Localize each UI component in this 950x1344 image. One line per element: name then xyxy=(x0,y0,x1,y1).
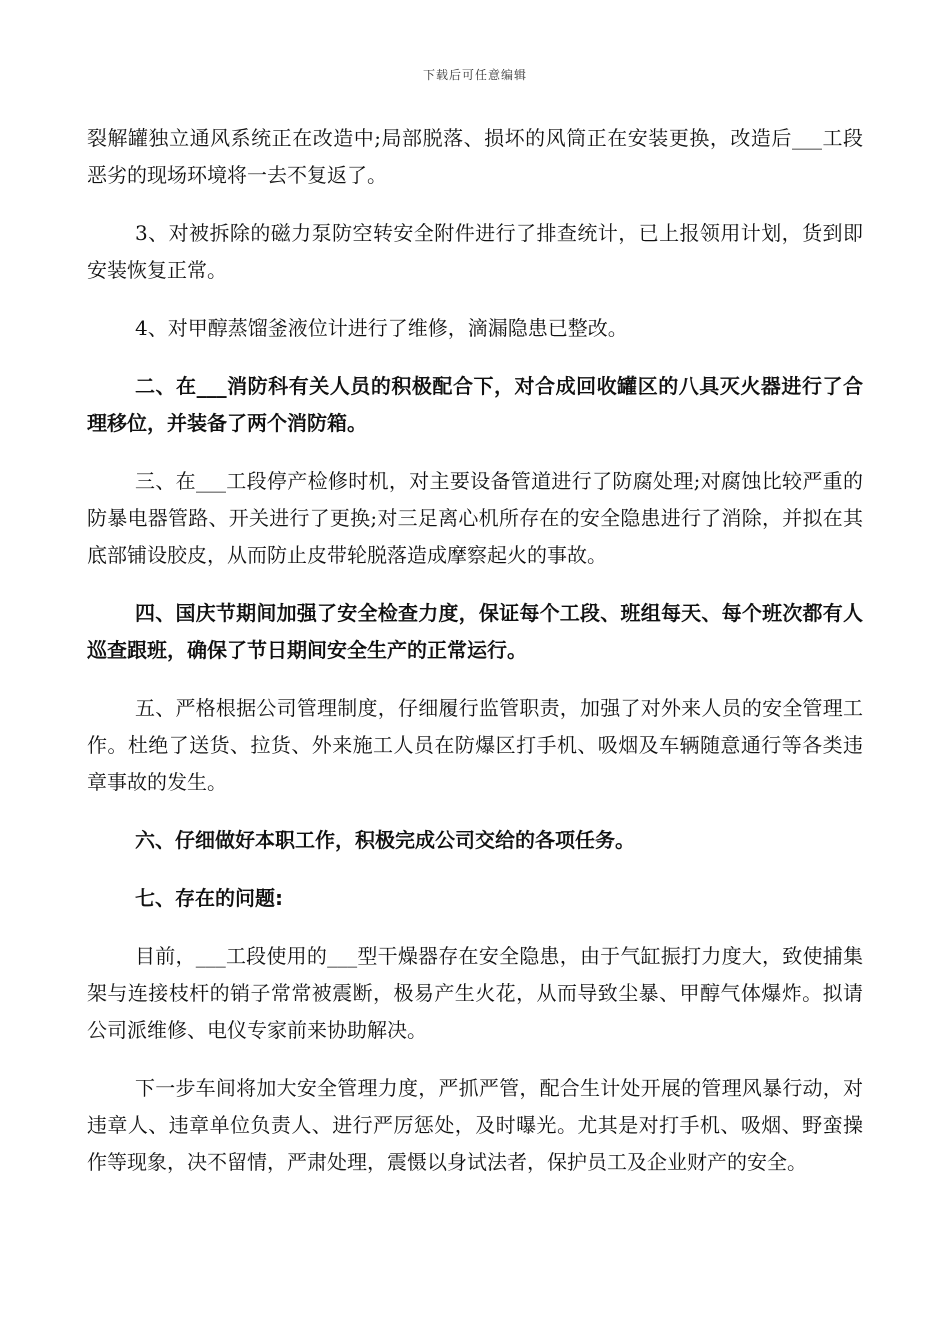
section-heading-4: 四、国庆节期间加强了安全检查力度，保证每个工段、班组每天、每个班次都有人巡查跟班，确保了节日期间安全生产的正常运行。 xyxy=(87,601,863,662)
issues-paragraph: 目前，___工段使用的___型干燥器存在安全隐患，由于气缸振打力度大，致使捕集架与连接枝杆的销子常常被震断，极易产生火花，从而导致尘暴、甲醇气体爆炸。拟请公司派维修、电仪专家前来协助解决。 xyxy=(87,944,863,1042)
document-body xyxy=(87,120,863,1202)
section-heading-6: 六、仔细做好本职工作，积极完成公司交给的各项任务。 xyxy=(135,828,635,852)
section-heading-7: 七、存在的问题: xyxy=(135,886,283,910)
page-header: 下载后可任意编辑 xyxy=(422,68,527,82)
paragraph-1: 裂解罐独立通风系统正在改造中;局部脱落、损坏的风筒正在安装更换，改造后___工段恶劣的现场环境将一去不复返了。 xyxy=(87,126,863,187)
section-5-paragraph: 五、严格根据公司管理制度，仔细履行监管职责，加强了对外来人员的安全管理工作。杜绝了送货、拉货、外来施工人员在防爆区打手机、吸烟及车辆随意通行等各类违章事故的发生。 xyxy=(87,696,863,794)
section-3-paragraph: 三、在___工段停产检修时机，对主要设备管道进行了防腐处理;对腐蚀比较严重的防暴电器管路、开关进行了更换;对三足离心机所存在的安全隐患进行了消除，并拟在其底部铺设胶皮，从而防止皮带轮脱落造成摩察起火的事故。 xyxy=(87,469,863,567)
paragraph-2: 3、对被拆除的磁力泵防空转安全附件进行了排查统计，已上报领用计划，货到即安装恢复正常。 xyxy=(87,221,863,282)
next-steps-paragraph: 下一步车间将加大安全管理力度，严抓严管，配合生计处开展的管理风暴行动，对违章人、违章单位负责人、进行严厉惩处，及时曝光。尤其是对打手机、吸烟、野蛮操作等现象，决不留情，严肃处理，震慑以身试法者，保护员工及企业财产的安全。 xyxy=(87,1076,863,1174)
paragraph-3: 4、对甲醇蒸馏釜液位计进行了维修，滴漏隐患已整改。 xyxy=(135,316,628,340)
section-heading-2: 二、在___消防科有关人员的积极配合下，对合成回收罐区的八具灭火器进行了合理移位，并装备了两个消防箱。 xyxy=(87,374,863,435)
